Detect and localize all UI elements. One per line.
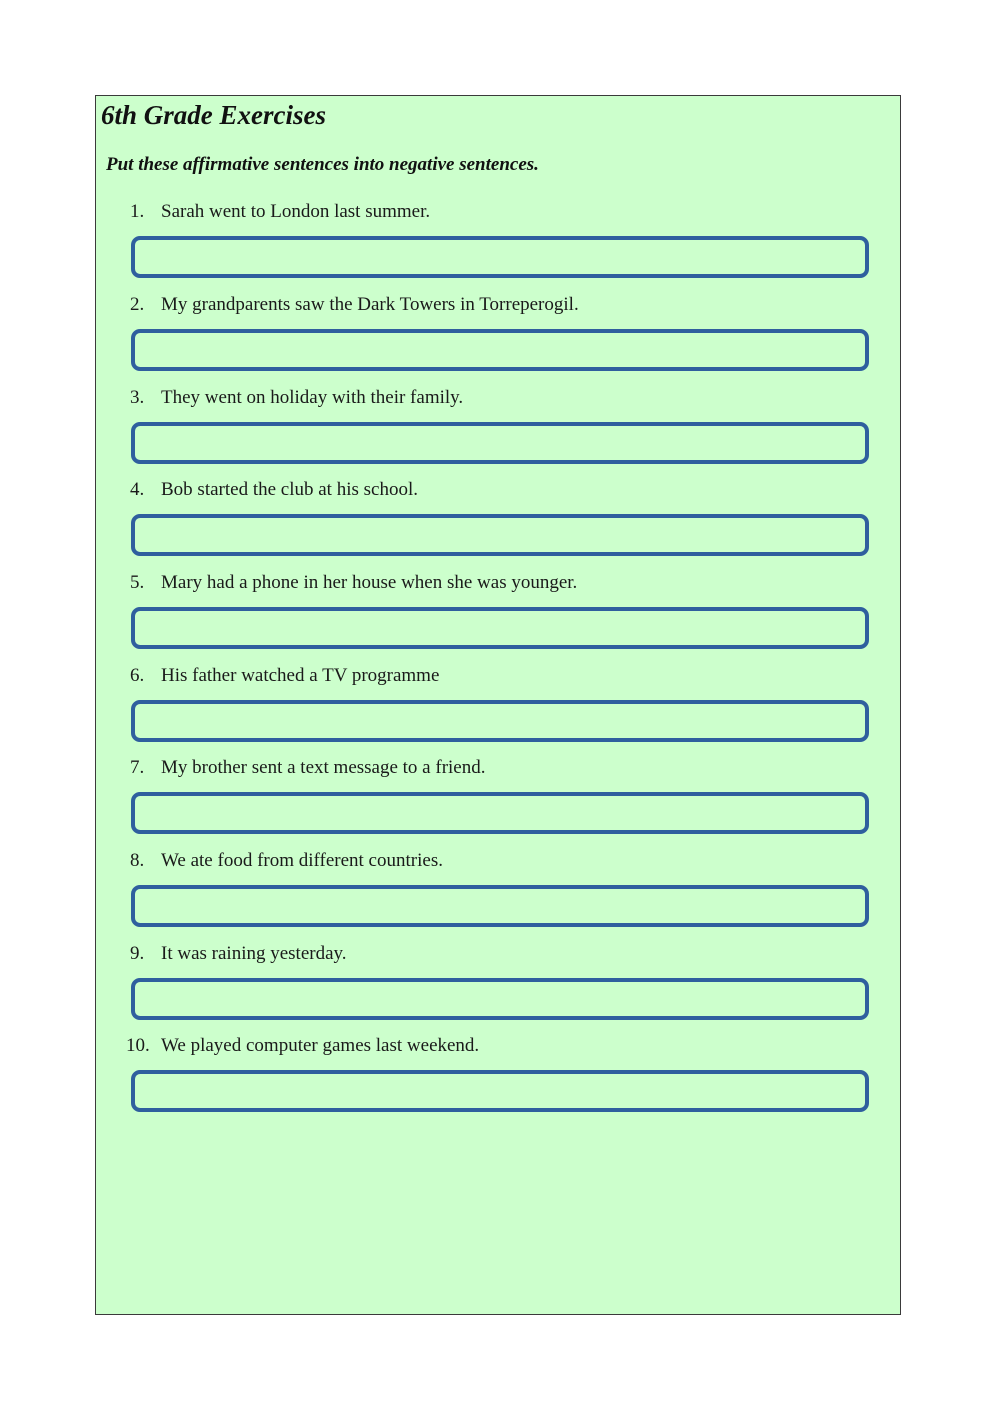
exercise-sentence: We ate food from different countries. bbox=[161, 850, 443, 871]
worksheet bbox=[95, 95, 901, 1315]
exercise-sentence: It was raining yesterday. bbox=[161, 943, 347, 964]
exercise-number: 5. bbox=[130, 572, 145, 593]
exercise-sentence: We played computer games last weekend. bbox=[161, 1035, 480, 1056]
answer-input[interactable] bbox=[131, 607, 869, 649]
exercise-item bbox=[96, 572, 900, 662]
exercise-item bbox=[96, 943, 900, 1033]
exercise-number: 10. bbox=[126, 1035, 150, 1056]
answer-input[interactable] bbox=[131, 236, 869, 278]
answer-input[interactable] bbox=[131, 885, 869, 927]
exercise-sentence: My grandparents saw the Dark Towers in Torreperogil. bbox=[161, 294, 579, 315]
exercise-item bbox=[96, 850, 900, 940]
answer-input[interactable] bbox=[131, 978, 869, 1020]
exercise-item bbox=[96, 665, 900, 755]
worksheet-instructions: Put these affirmative sentences into negative sentences. bbox=[106, 154, 539, 175]
exercise-number: 2. bbox=[130, 294, 145, 315]
exercise-item bbox=[96, 479, 900, 569]
exercise-number: 8. bbox=[130, 850, 145, 871]
exercise-number: 1. bbox=[130, 201, 145, 222]
answer-input[interactable] bbox=[131, 514, 869, 556]
exercise-sentence: My brother sent a text message to a friend. bbox=[161, 757, 486, 778]
answer-input[interactable] bbox=[131, 700, 869, 742]
exercise-number: 3. bbox=[130, 387, 145, 408]
exercise-number: 7. bbox=[130, 757, 145, 778]
answer-input[interactable] bbox=[131, 1070, 869, 1112]
exercise-number: 6. bbox=[130, 665, 145, 686]
exercise-item bbox=[96, 757, 900, 847]
exercise-sentence: Mary had a phone in her house when she was younger. bbox=[161, 572, 578, 593]
exercise-item bbox=[96, 294, 900, 384]
exercise-sentence: Bob started the club at his school. bbox=[161, 479, 418, 500]
exercise-item bbox=[96, 387, 900, 477]
exercise-item bbox=[96, 1035, 900, 1125]
exercise-sentence: His father watched a TV programme bbox=[161, 665, 440, 686]
exercise-number: 9. bbox=[130, 943, 145, 964]
exercise-sentence: They went on holiday with their family. bbox=[161, 387, 464, 408]
worksheet-title: 6th Grade Exercises bbox=[101, 100, 326, 130]
answer-input[interactable] bbox=[131, 792, 869, 834]
answer-input[interactable] bbox=[131, 329, 869, 371]
exercise-number: 4. bbox=[130, 479, 145, 500]
exercise-list bbox=[96, 96, 900, 1314]
answer-input[interactable] bbox=[131, 422, 869, 464]
exercise-item bbox=[96, 201, 900, 291]
exercise-sentence: Sarah went to London last summer. bbox=[161, 201, 431, 222]
